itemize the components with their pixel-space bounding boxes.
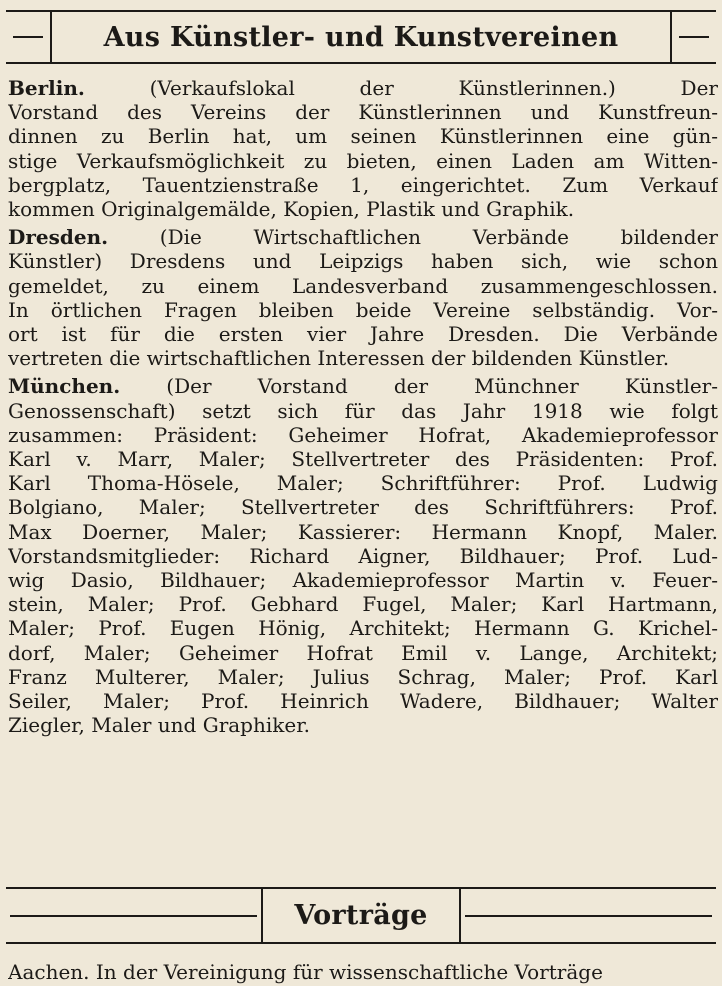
section-title-vortraege: Vorträge — [294, 900, 428, 931]
text-line: stein, Maler; Prof. Gebhard Fugel, Maler; Karl Hartmann, — [8, 592, 718, 617]
trailing-text-line: Aachen. In der Vereinigung für wissenschaftliche Vorträge — [8, 960, 603, 984]
paragraph-berlin — [8, 76, 718, 221]
text-line: Karl v. Marr, Maler; Stellvertreter des Präsidenten: Prof. — [8, 447, 718, 472]
paragraph-lead: Dresden. — [8, 225, 109, 250]
text-line: Genossenschaft) setzt sich für das Jahr 1918 wie folgt — [8, 398, 718, 423]
text-line: ort ist für die ersten vier Jahre Dresden. Die Verbände — [8, 322, 718, 347]
text-line: Franz Multerer, Maler; Julius Schrag, Maler; Prof. Karl — [8, 664, 718, 689]
text-line: Max Doerner, Maler; Kassierer: Hermann Knopf, Maler. — [8, 519, 718, 544]
text-line: dinnen zu Berlin hat, um seinen Künstlerinnen eine gün- — [8, 124, 718, 149]
paragraph-lead: Berlin. — [8, 76, 85, 100]
text-line: zusammen: Präsident: Geheimer Hofrat, Akademieprofessor — [8, 422, 718, 447]
text-line: Vorstandsmitglieder: Richard Aigner, Bildhauer; Prof. Lud- — [8, 543, 718, 568]
text-line: wig Dasio, Bildhauer; Akademieprofessor Martin v. Feuer- — [8, 568, 718, 593]
header-rule-right — [465, 915, 712, 917]
text-line: stige Verkaufsmöglichkeit zu bieten, einen Laden am Witten- — [8, 148, 718, 173]
text-line: Karl Thoma-Hösele, Maler; Schriftführer: Prof. Ludwig — [8, 471, 718, 496]
section-header-kunstvereine — [6, 10, 716, 64]
article-body — [8, 76, 718, 741]
text-line: kommen Originalgemälde, Kopien, Plastik und Graphik. — [8, 197, 575, 222]
text-line: vertreten die wirtschaftlichen Interessen der bildenden Künstler. — [8, 346, 670, 371]
paragraph-muenchen — [8, 374, 718, 737]
text-line: Künstler) Dresdens und Leipzigs haben sich, wie schon — [8, 249, 718, 274]
text-line: dorf, Maler; Geheimer Hofrat Emil v. Lange, Architekt; — [8, 640, 718, 665]
section-header-vortraege — [6, 887, 716, 944]
text-line: München. (Der Vorstand der Münchner Künstler- — [8, 374, 718, 399]
text-line: bergplatz, Tauentzienstraße 1, eingerichtet. Zum Verkauf — [8, 172, 718, 197]
text-line: Berlin. (Verkaufslokal der Künstlerinnen.) Der — [8, 76, 718, 100]
header-title-box — [50, 12, 672, 62]
text-line: Vorstand des Vereins der Künstlerinnen und Kunstfreun- — [8, 100, 718, 125]
text-line: In örtlichen Fragen bleiben beide Vereine selbständig. Vor- — [8, 297, 718, 322]
text-line: Bolgiano, Maler; Stellvertreter des Schriftführers: Prof. — [8, 495, 718, 520]
header-rule-left — [10, 915, 257, 917]
header-rule-left — [6, 12, 50, 62]
text-line: Maler; Prof. Eugen Hönig, Architekt; Hermann G. Krichel- — [8, 616, 718, 641]
header-rule-right — [672, 12, 716, 62]
text-line: Seiler, Maler; Prof. Heinrich Wadere, Bildhauer; Walter — [8, 689, 718, 714]
text-line: Ziegler, Maler und Graphiker. — [8, 713, 310, 738]
section-title-kunstvereine: Aus Künstler- und Kunstvereinen — [103, 21, 619, 53]
header-title-box — [261, 889, 461, 942]
paragraph-lead: München. — [8, 374, 121, 399]
text-line: Dresden. (Die Wirtschaftlichen Verbände bildender — [8, 225, 718, 250]
paragraph-dresden — [8, 225, 718, 370]
text-line: gemeldet, zu einem Landesverband zusammengeschlossen. — [8, 273, 718, 298]
